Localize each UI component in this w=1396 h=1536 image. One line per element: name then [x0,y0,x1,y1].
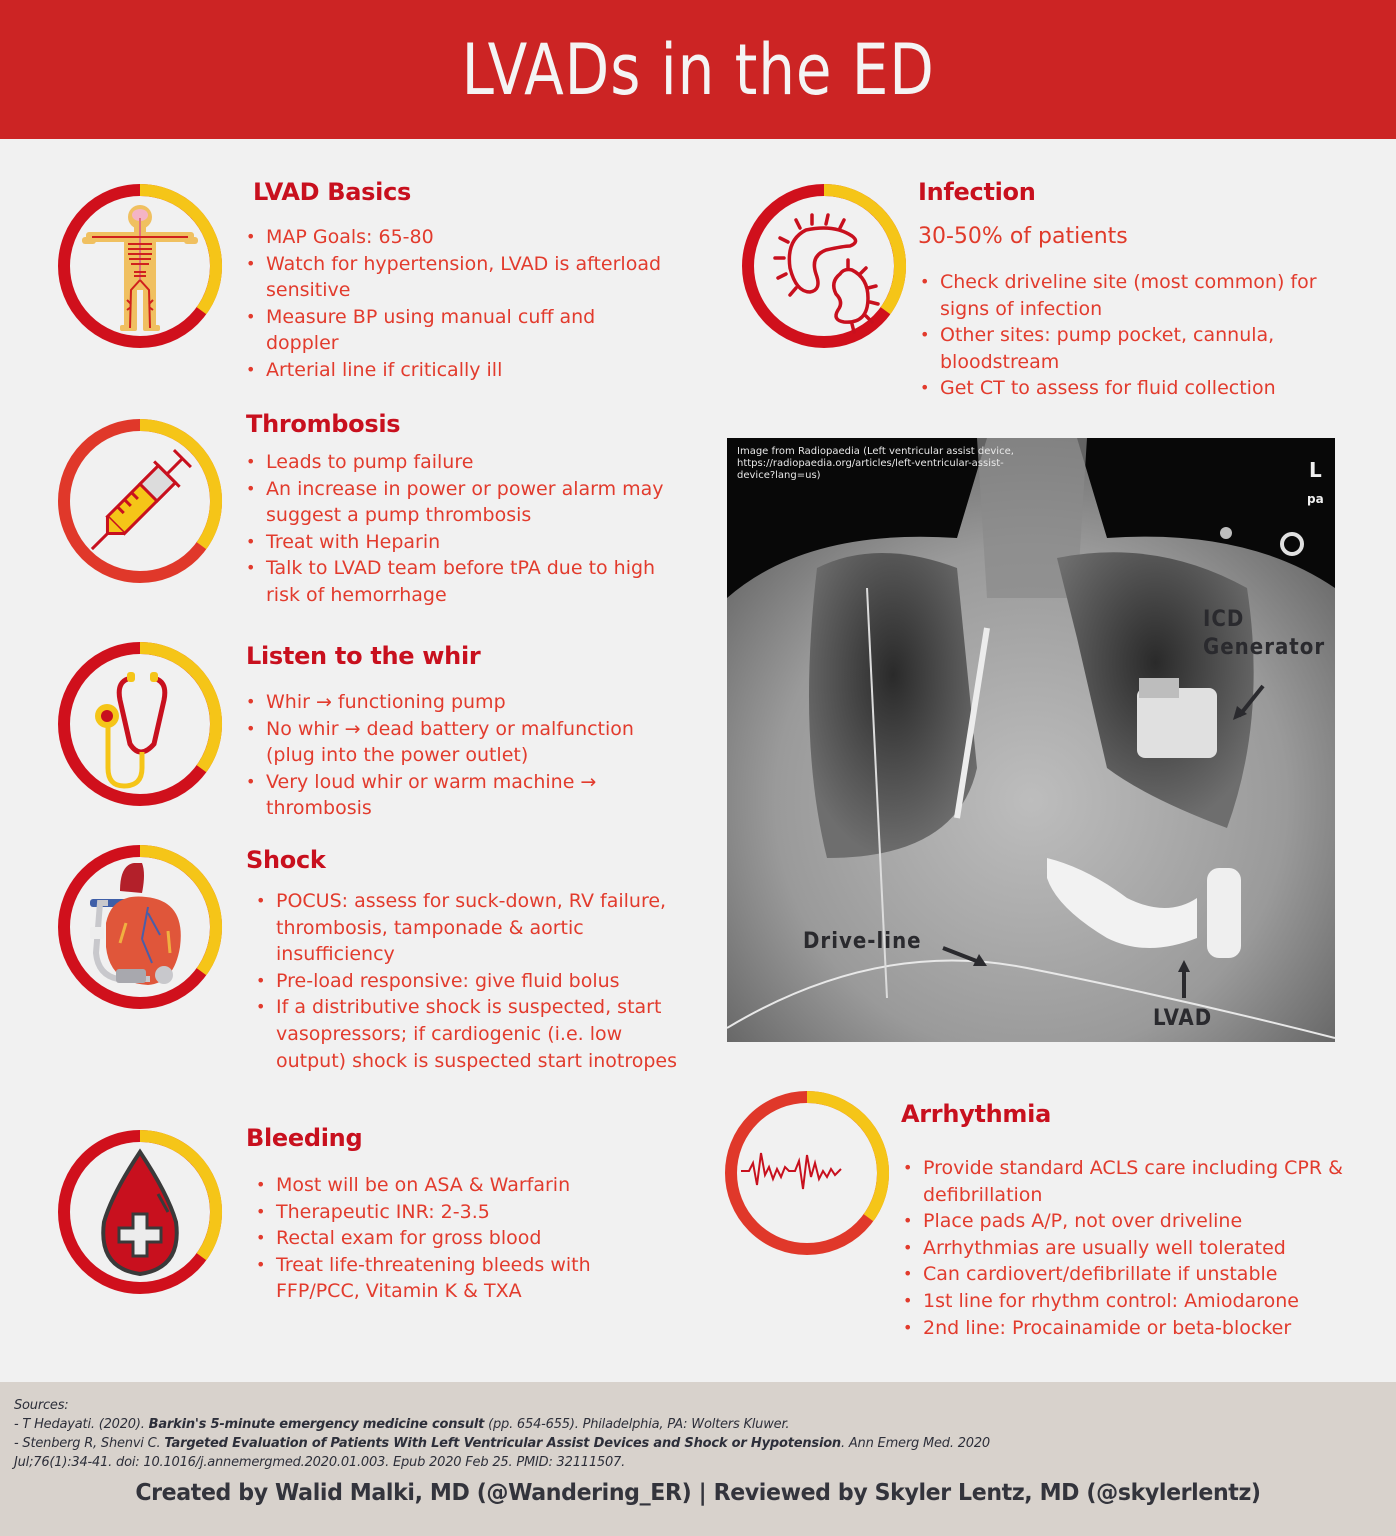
list-item: • An increase in power or power alarm may suggest a pump thrombosis [246,476,666,529]
list-item: • Treat with Heparin [246,529,666,556]
bullet-list [246,449,666,609]
section-title: Listen to the whir [246,642,481,670]
bullet-list [920,269,1350,402]
bullet-list [256,888,686,1074]
list-item: • Check driveline site (most common) for signs of infection [920,269,1350,322]
author-credits: Created by Walid Malki, MD (@Wandering_ER) | Reviewed by Skyler Lentz, MD (@skylerlentz) [135,1480,1261,1506]
xray-view-marker: pa [1307,492,1324,506]
list-item: • Other sites: pump pocket, cannula, bloodstream [920,322,1350,375]
blood-drop-icon [56,1128,224,1296]
bullet-list [256,1172,676,1305]
bullet-list [246,689,676,822]
sources-heading: Sources: [14,1398,69,1413]
section-title: Thrombosis [246,410,401,438]
section-title: Arrhythmia [901,1100,1051,1128]
section-title: Bleeding [246,1124,363,1152]
ring-badge [56,417,224,585]
source-2: - Stenberg R, Shenvi C. Targeted Evaluation of Patients With Left Ventricular Assist Devices and Shock or Hypotension. Ann Emerg Med. 2020 [14,1436,990,1451]
section-subtitle: 30-50% of patients [918,224,1128,249]
list-item: • Get CT to assess for fluid collection [920,375,1350,402]
list-item: • Watch for hypertension, LVAD is afterload sensitive [246,251,666,304]
list-item: • Pre-load responsive: give fluid bolus [256,968,686,995]
list-item: • 2nd line: Procainamide or beta-blocker [903,1315,1343,1342]
list-item: • Arterial line if critically ill [246,357,666,384]
image-credit: Image from Radiopaedia (Left ventricular assist device, https://radiopaedia.org/articles/left-ventricular-assist-device?lang=us) [737,446,1014,481]
ring-badge [723,1089,891,1257]
stethoscope-icon [56,640,224,808]
ecg-waveform-icon [723,1089,891,1257]
ring-badge [56,640,224,808]
bullet-list [903,1155,1343,1341]
list-item: • Treat life-threatening bleeds with FFP/PCC, Vitamin K & TXA [256,1252,676,1305]
page-title: LVADs in the ED [461,28,935,111]
sources-block [14,1396,990,1472]
list-item: • Whir → functioning pump [246,689,676,716]
list-item: • Arrhythmias are usually well tolerated [903,1235,1343,1262]
source-1: - T Hedayati. (2020). Barkin's 5-minute emergency medicine consult (pp. 654-655). Philadelphia, PA: Wolters Kluwer. [14,1417,790,1432]
list-item: • Very loud whir or warm machine → thrombosis [246,769,676,822]
human-circulatory-system-icon [56,182,224,350]
label-lvad: LVAD [1153,1006,1213,1031]
list-item: • No whir → dead battery or malfunction (plug into the power outlet) [246,716,676,769]
list-item: • Provide standard ACLS care including CPR & defibrillation [903,1155,1343,1208]
section-title: LVAD Basics [253,178,411,206]
list-item: • Most will be on ASA & Warfarin [256,1172,676,1199]
list-item: • MAP Goals: 65-80 [246,224,666,251]
list-item: • Measure BP using manual cuff and doppler [246,304,666,357]
section-title: Shock [246,846,326,874]
list-item: • Leads to pump failure [246,449,666,476]
list-item: • POCUS: assess for suck-down, RV failure, thrombosis, tamponade & aortic insufficiency [256,888,686,968]
ring-badge [56,182,224,350]
header-banner [0,0,1396,139]
heart-with-lvad-icon [56,843,224,1011]
syringe-icon [56,417,224,585]
bullet-list [246,224,666,384]
list-item: • Therapeutic INR: 2-3.5 [256,1199,676,1226]
ring-badge [56,843,224,1011]
list-item: • If a distributive shock is suspected, start vasopressors; if cardiogenic (i.e. low output) shock is suspected start inotropes [256,994,686,1074]
xray-side-marker: L [1309,458,1322,482]
list-item: • Place pads A/P, not over driveline [903,1208,1343,1235]
label-driveline: Drive-line [803,929,922,954]
list-item: • Talk to LVAD team before tPA due to high risk of hemorrhage [246,555,666,608]
bacteria-icon [740,182,908,350]
ring-badge [740,182,908,350]
list-item: • 1st line for rhythm control: Amiodarone [903,1288,1343,1315]
list-item: • Can cardiovert/defibrillate if unstable [903,1261,1343,1288]
chest-xray-image [727,438,1335,1042]
ring-badge [56,1128,224,1296]
source-2-continued: Jul;76(1):34-41. doi: 10.1016/j.annemergmed.2020.01.003. Epub 2020 Feb 25. PMID: 32111507. [14,1455,626,1470]
footer [0,1382,1396,1536]
label-icd: ICD Generator [1203,607,1326,660]
section-title: Infection [918,178,1036,206]
list-item: • Rectal exam for gross blood [256,1225,676,1252]
